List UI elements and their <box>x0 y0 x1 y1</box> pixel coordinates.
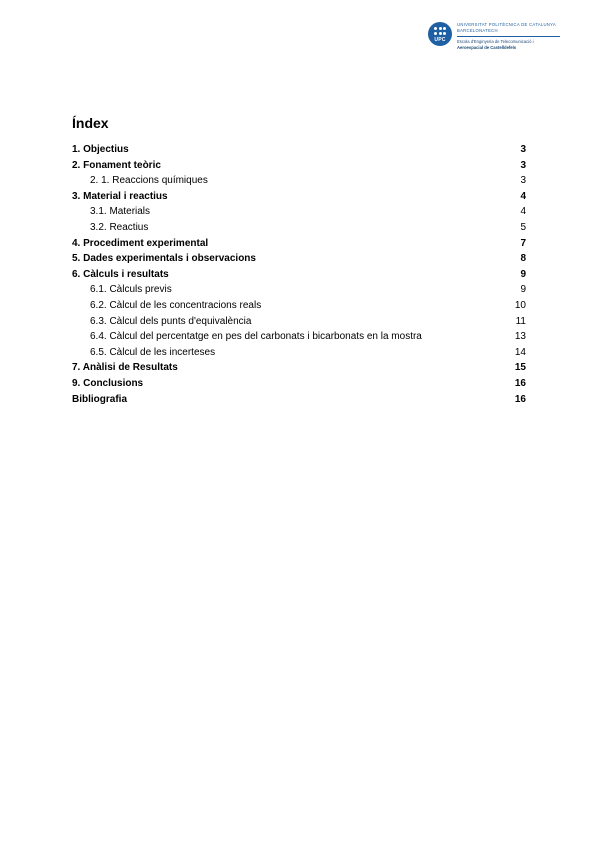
toc-entry[interactable] <box>72 282 526 298</box>
toc-entry-page: 16 <box>514 377 526 389</box>
toc-entry-label: 4. Procediment experimental <box>72 237 209 249</box>
toc-entry-label: 6.5. Càlcul de les incerteses <box>90 346 216 358</box>
logo-text-block <box>457 20 560 50</box>
table-of-contents <box>72 142 526 407</box>
toc-entry-label: 3.1. Materials <box>90 206 151 218</box>
toc-entry-page: 4 <box>520 190 526 202</box>
toc-entry-label: 6.3. Càlcul dels punts d'equivalència <box>90 315 252 327</box>
toc-entry-label: 6.2. Càlcul de les concentracions reals <box>90 299 262 311</box>
toc-entry-page: 3 <box>520 175 526 187</box>
toc-entry-page: 8 <box>520 253 526 265</box>
logo-divider <box>457 36 560 37</box>
upc-seal-icon <box>428 22 452 46</box>
toc-entry-label: 1. Objectius <box>72 144 129 155</box>
logo-school-name: Escola d'Enginyeria de Telecomunicació i <box>457 39 534 44</box>
toc-entry-label: 6. Càlculs i resultats <box>72 268 169 280</box>
toc-entry-label: 6.4. Càlcul del percentatge en pes del carbonats i bicarbonats en la mostra <box>90 331 422 343</box>
toc-entry-page: 15 <box>514 362 526 374</box>
toc-entry[interactable] <box>72 142 526 158</box>
toc-entry[interactable] <box>72 236 526 252</box>
toc-entry[interactable] <box>72 251 526 267</box>
toc-entry[interactable] <box>72 220 526 236</box>
toc-entry-label: 6.1. Càlculs previs <box>90 284 172 296</box>
toc-entry-label: 2. 1. Reaccions químiques <box>90 175 208 187</box>
logo-university-name: UNIVERSITAT POLITÈCNICA DE CATALUNYA <box>457 22 556 27</box>
toc-entry-page: 5 <box>520 221 526 233</box>
toc-entry[interactable] <box>72 189 526 205</box>
toc-entry-page: 3 <box>520 159 526 171</box>
toc-entry[interactable] <box>72 298 526 314</box>
toc-entry-label: 3. Material i reactius <box>72 190 168 202</box>
toc-entry-label: 2. Fonament teòric <box>72 159 161 171</box>
toc-entry-page: 3 <box>520 144 526 155</box>
toc-entry[interactable] <box>72 204 526 220</box>
toc-entry-page: 7 <box>520 237 526 249</box>
toc-entry-page: 11 <box>515 315 526 327</box>
logo-school-location: Aeroespacial de Castelldefels <box>457 44 517 50</box>
toc-entry[interactable] <box>72 345 526 361</box>
toc-entry[interactable] <box>72 392 526 408</box>
logo-barcelonatech: BARCELONATECH <box>457 28 498 33</box>
university-logo <box>428 20 560 52</box>
toc-entry[interactable] <box>72 376 526 392</box>
toc-entry-page: 9 <box>520 284 526 296</box>
toc-entry-label: 7. Anàlisi de Resultats <box>72 362 178 374</box>
toc-entry[interactable] <box>72 158 526 174</box>
toc-entry-page: 9 <box>520 268 526 280</box>
toc-entry[interactable] <box>72 314 526 330</box>
toc-entry[interactable] <box>72 173 526 189</box>
toc-entry-page: 16 <box>514 393 526 405</box>
index-title: Índex <box>72 115 109 131</box>
toc-entry-label: Bibliografia <box>72 393 128 405</box>
toc-entry-label: 9. Conclusions <box>72 377 144 389</box>
toc-entry-page: 4 <box>520 206 526 218</box>
toc-entry-label: 5. Dades experimentals i observacions <box>72 253 256 265</box>
toc-entry-label: 3.2. Reactius <box>90 221 149 233</box>
toc-entry-page: 13 <box>514 331 526 343</box>
toc-entry-page: 10 <box>514 299 526 311</box>
logo-abbrev: UPC <box>434 37 446 43</box>
toc-entry[interactable] <box>72 329 526 345</box>
toc-entry[interactable] <box>72 360 526 376</box>
toc-entry-page: 14 <box>514 346 526 358</box>
toc-entry[interactable] <box>72 267 526 283</box>
